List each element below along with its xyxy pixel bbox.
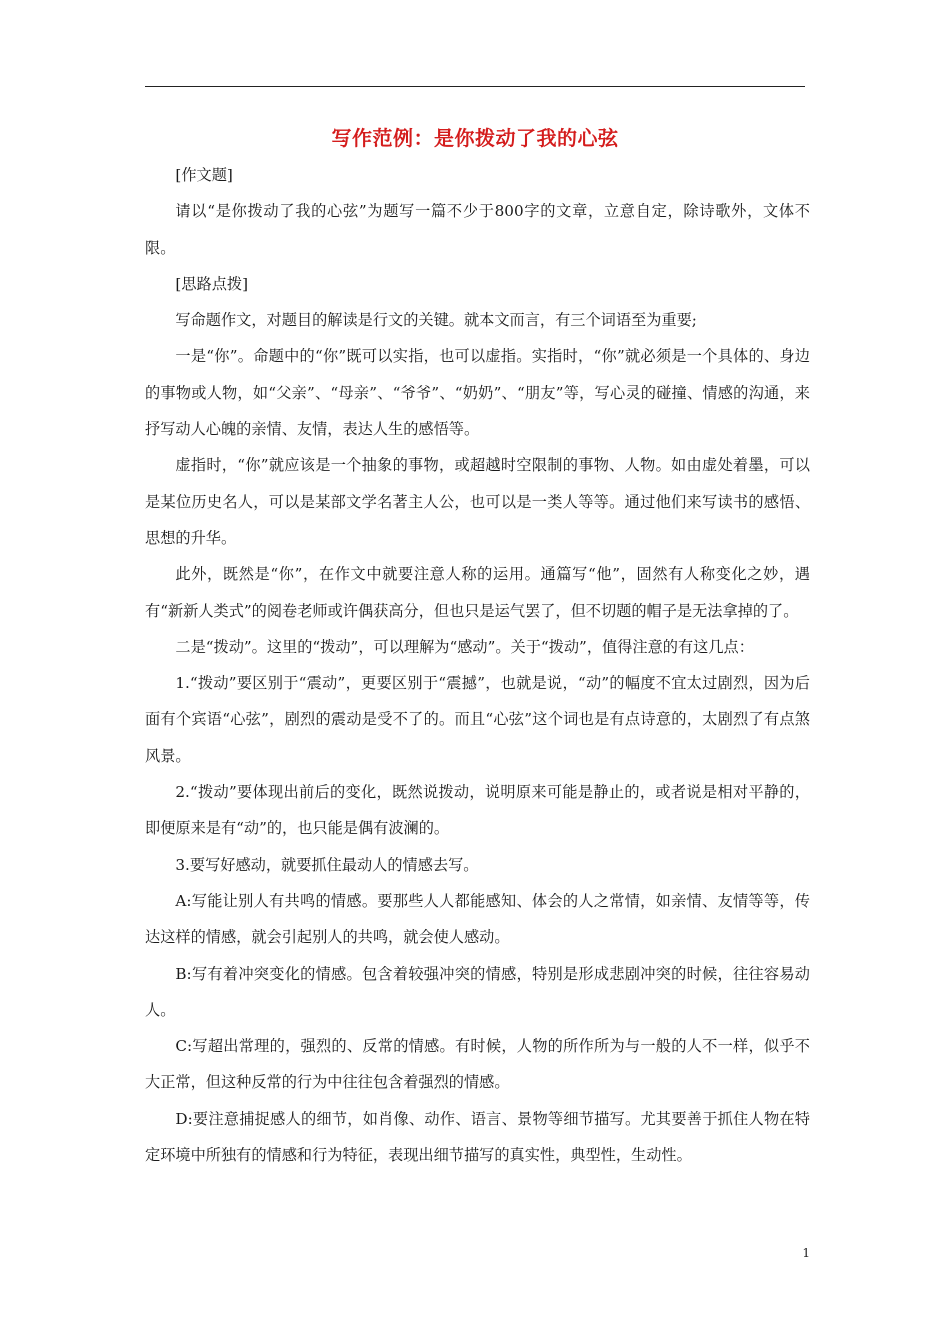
list-item: 3.要写好感动，就要抓住最动人的情感去写。 (175, 855, 479, 874)
document-body (145, 157, 810, 1173)
section-heading-hints: [思路点拨] (175, 274, 248, 293)
paragraph: 写命题作文，对题目的解读是行文的关键。就本文而言，有三个词语至为重要; (175, 311, 697, 330)
section-heading-topic: [作文题] (175, 166, 233, 184)
header-rule (145, 86, 805, 87)
list-item: D:要注意捕捉感人的细节，如肖像、动作、语言、景物等细节描写。尤其要善于抓住人物在特定环境中所独有的情感和行为特征，表现出细节描写的真实性，典型性，生动性。 (145, 1109, 810, 1165)
page-number: 1 (802, 1246, 810, 1260)
list-item: 2.“拨动”要体现出前后的变化，既然说拨动，说明原来可能是静止的，或者说是相对平静的，即便原来是有“动”的，也只能是偶有波澜的。 (145, 783, 810, 838)
paragraph: 此外，既然是“你”，在作文中就要注意人称的运用。通篇写“他”，固然有人称变化之妙，遇有“新新人类式”的阅卷老师或许偶获高分，但也只是运气罢了，但不切题的帽子是无法拿掉的了。 (145, 565, 810, 620)
list-item: C:写超出常理的，强烈的、反常的情感。有时候，人物的所作所为与一般的人不一样，似乎不大正常，但这种反常的行为中往往包含着强烈的情感。 (145, 1037, 810, 1092)
list-item: 1.“拨动”要区别于“震动”，更要区别于“震撼”，也就是说，“动”的幅度不宜太过剧烈，因为后面有个宾语“心弦”，剧烈的震动是受不了的。而且“心弦”这个词也是有点诗意的，太剧烈了有点煞风景。 (145, 674, 810, 765)
list-item: B:写有着冲突变化的情感。包含着较强冲突的情感，特别是形成悲剧冲突的时候，往往容易动人。 (145, 964, 810, 1019)
list-item: A:写能让别人有共鸣的情感。要那些人人都能感知、体会的人之常情，如亲情、友情等等，传达这样的情感，就会引起别人的共鸣，就会使人感动。 (145, 891, 810, 947)
document-title: 写作范例：是你拨动了我的心弦 (331, 126, 619, 150)
paragraph: 虚指时，“你”就应该是一个抽象的事物，或超越时空限制的事物、人物。如由虚处着墨，可以是某位历史名人，可以是某部文学名著主人公，也可以是一类人等等。通过他们来写读书的感悟、思想的升华。 (145, 456, 810, 547)
paragraph: 二是“拨动”。这里的“拨动”，可以理解为“感动”。关于“拨动”，值得注意的有这几点： (175, 637, 754, 656)
paragraph: 请以“是你拨动了我的心弦”为题写一篇不少于800字的文章，立意自定，除诗歌外，文体不限。 (145, 202, 810, 257)
paragraph: 一是“你”。命题中的“你”既可以实指，也可以虚指。实指时，“你”就必须是一个具体的、身边的事物或人物，如“父亲”、“母亲”、“爷爷”、“奶奶”、“朋友”等，写心灵的碰撞、情感的沟通，来抒写动人心魄的亲情、友情，表达人生的感悟等。 (145, 347, 810, 439)
